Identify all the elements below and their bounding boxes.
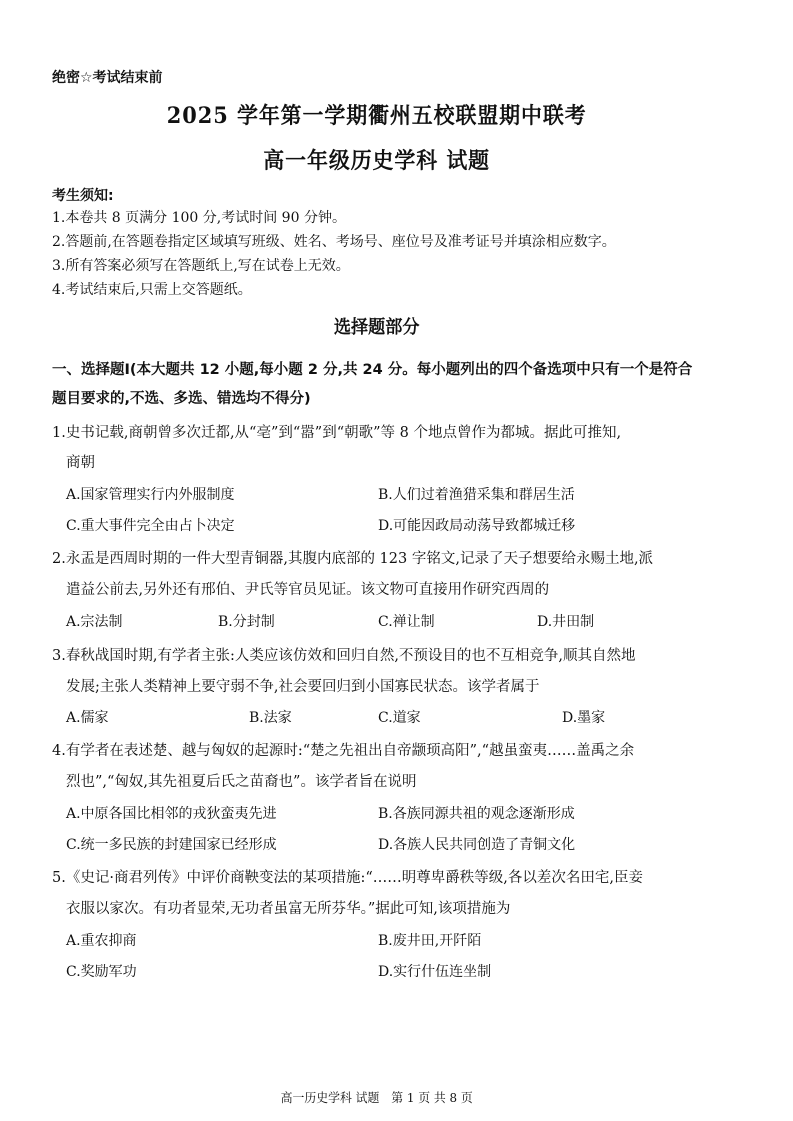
question-1-stem-cont: 商朝 (66, 455, 95, 471)
question-2-stem-cont: 遣益公前去,另外还有邢伯、尹氏等官员见证。该文物可直接用作研究西周的 (66, 582, 550, 598)
question-5-stem-cont: 衣服以家次。有功者显荣,无功者虽富无所芬华。”据此可知,该项措施为 (66, 901, 511, 917)
question-1-stem: 1.史书记载,商朝曾多次迁都,从“亳”到“嚣”到“朝歌”等 8 个地点曾作为都城。据此可推知, (52, 425, 622, 441)
question-4-option-c: C.统一多民族的封建国家已经形成 (66, 837, 277, 853)
question-1-option-c: C.重大事件完全由占卜决定 (66, 518, 235, 534)
notice-item: 2.答题前,在答题卷指定区域填写班级、姓名、考场号、座位号及准考证号并填涂相应数字。 (52, 234, 616, 250)
question-4-stem-cont: 烈也”,“匈奴,其先祖夏后氏之苗裔也”。该学者旨在说明 (66, 774, 417, 790)
section-title: 选择题部分 (333, 317, 420, 338)
question-5-option-d: D.实行什伍连坐制 (378, 964, 492, 980)
notice-item: 1.本卷共 8 页满分 100 分,考试时间 90 分钟。 (52, 210, 346, 226)
notice-item: 3.所有答案必须写在答题纸上,写在试卷上无效。 (52, 258, 350, 274)
section-instructions: 题目要求的,不选、多选、错选均不得分) (52, 391, 311, 407)
question-1-option-a: A.国家管理实行内外服制度 (66, 487, 235, 503)
question-3-stem: 3.春秋战国时期,有学者主张:人类应该仿效和回归自然,不预设目的也不互相竞争,顺其自然地 (52, 648, 636, 664)
question-2-option-b: B.分封制 (218, 614, 275, 630)
notice-heading: 考生须知: (52, 188, 114, 204)
page-footer: 高一历史学科 试题 第 1 页 共 8 页 (280, 1090, 473, 1105)
exam-title: 2025 学年第一学期衢州五校联盟期中联考 (166, 103, 587, 129)
notice-item: 4.考试结束后,只需上交答题纸。 (52, 282, 252, 298)
question-3-option-d: D.墨家 (562, 710, 606, 726)
question-4-option-d: D.各族人民共同创造了青铜文化 (378, 837, 576, 853)
question-5-option-a: A.重农抑商 (66, 933, 137, 949)
question-3-option-c: C.道家 (378, 710, 421, 726)
section-instructions: 一、选择题Ⅰ(本大题共 12 小题,每小题 2 分,共 24 分。每小题列出的四个备选项中只有一个是符合 (52, 362, 693, 378)
question-2-option-c: C.禅让制 (378, 614, 435, 630)
question-3-option-b: B.法家 (249, 710, 292, 726)
question-3-option-a: A.儒家 (66, 710, 109, 726)
question-5-option-b: B.废井田,开阡陌 (378, 933, 482, 949)
question-1-option-d: D.可能因政局动荡导致都城迁移 (378, 518, 576, 534)
question-2-option-d: D.井田制 (537, 614, 595, 630)
question-2-option-a: A.宗法制 (66, 614, 123, 630)
question-4-option-b: B.各族同源共祖的观念逐渐形成 (378, 806, 575, 822)
question-5-option-c: C.奖励军功 (66, 964, 137, 980)
question-1-option-b: B.人们过着渔猎采集和群居生活 (378, 487, 575, 503)
exam-subtitle: 高一年级历史学科 试题 (263, 148, 491, 174)
question-4-option-a: A.中原各国比相邻的戎狄蛮夷先进 (66, 806, 277, 822)
question-4-stem: 4.有学者在表述楚、越与匈奴的起源时:“楚之先祖出自帝颛顼高阳”,“越虽蛮夷……盖禹之余 (52, 743, 635, 759)
question-3-stem-cont: 发展;主张人类精神上要守弱不争,社会要回归到小国寡民状态。该学者属于 (66, 679, 540, 695)
question-5-stem: 5.《史记·商君列传》中评价商鞅变法的某项措施:“……明尊卑爵秩等级,各以差次名田宅,臣妾 (52, 870, 643, 886)
question-2-stem: 2.永盂是西周时期的一件大型青铜器,其腹内底部的 123 字铭文,记录了天子想要给永赐土地,派 (52, 551, 654, 567)
confidential-label: 绝密☆考试结束前 (52, 70, 163, 86)
